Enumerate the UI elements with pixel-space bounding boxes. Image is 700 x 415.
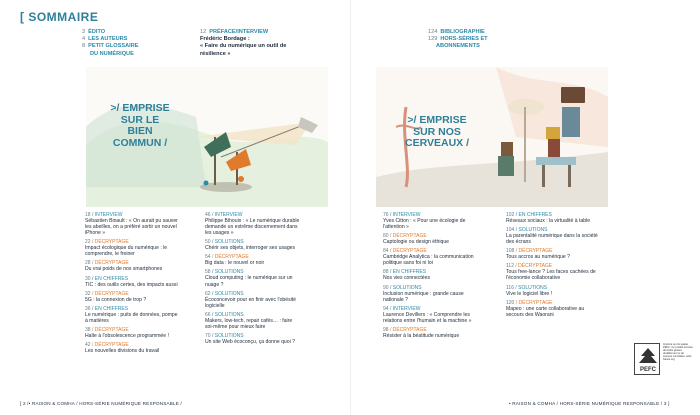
toc-page-number: 36	[85, 305, 92, 312]
toc-entry[interactable]	[205, 212, 301, 236]
toc-section-tag: / SOLUTIONS	[515, 284, 548, 291]
section-title-brains: >/ EMPRISE SUR NOS CERVEAUX /	[405, 114, 469, 149]
toc-entry[interactable]	[506, 248, 598, 260]
toc-label[interactable]: LES AUTEURS	[88, 36, 128, 43]
toc-entry[interactable]	[205, 269, 301, 287]
toc-entry[interactable]	[383, 233, 477, 245]
toc-label-continued: ABONNEMENTS	[436, 43, 480, 50]
toc-section-tag: / DÉCRYPTAGE	[91, 342, 129, 349]
toc-entry-title: Impact écologique du numérique : le comprendre, le freiner	[85, 245, 168, 258]
top-toc-col-2	[200, 29, 290, 58]
toc-entry-title: Cloud computing : le numérique sur un nuage ?	[205, 275, 293, 288]
toc-page-number: 80	[383, 233, 390, 240]
toc-label[interactable]: PETIT GLOSSAIRE	[88, 43, 139, 50]
toc-section-tag: / DÉCRYPTAGE	[389, 233, 427, 240]
toc-page-number: 12	[200, 29, 207, 35]
toc-section-tag: / SOLUTIONS	[211, 290, 244, 297]
toc-column-3	[383, 212, 477, 342]
toc-entry[interactable]	[383, 327, 477, 339]
toc-entry-title: Le numérique : puits de données, pompe à matières	[85, 311, 178, 324]
toc-entry[interactable]	[85, 327, 181, 339]
toc-page-number: 120	[506, 299, 516, 306]
toc-page-number: 112	[506, 263, 516, 270]
toc-page-number: 30	[85, 275, 92, 282]
toc-section-tag: / DÉCRYPTAGE	[91, 290, 129, 297]
top-toc-item[interactable]	[82, 36, 162, 43]
toc-section-tag: / DÉCRYPTAGE	[91, 260, 129, 267]
toc-entry[interactable]	[506, 300, 598, 318]
toc-entry[interactable]	[383, 269, 477, 281]
page-gutter	[350, 0, 351, 415]
toc-section-tag: / DÉCRYPTAGE	[515, 299, 553, 306]
toc-section-tag: / INTERVIEW	[211, 212, 243, 218]
toc-section-tag: / DÉCRYPTAGE	[91, 326, 129, 333]
page-title: [ SOMMAIRE	[20, 10, 99, 24]
toc-author: Frédéric Bordage :	[200, 36, 250, 43]
toc-section-tag: / DÉCRYPTAGE	[515, 248, 553, 255]
toc-entry-title: La parentalité numérique dans la société des écrans	[506, 233, 598, 246]
toc-entry[interactable]	[205, 254, 301, 266]
toc-text: « Faire du numérique un outil de résilience »	[200, 43, 287, 57]
toc-section-tag: / DÉCRYPTAGE	[389, 248, 427, 255]
toc-entry-title: Cambridge Analytica : la communication politique sans foi ni loi	[383, 254, 474, 267]
toc-section-tag: / EN CHIFFRES	[515, 212, 552, 218]
toc-label[interactable]: ÉDITO	[88, 29, 106, 35]
toc-entry[interactable]	[506, 263, 598, 281]
toc-entry[interactable]	[85, 291, 181, 303]
toc-page-number: 46	[205, 212, 212, 218]
toc-entry-title: Captologie ou design éthique	[383, 239, 449, 246]
toc-entry-title: Du vrai poids de nos smartphones	[85, 266, 163, 273]
toc-page-number: 4	[82, 36, 86, 43]
toc-section-tag: / SOLUTIONS	[211, 333, 244, 340]
toc-entry-title: TIC : des outils certes, des impacts aussi	[85, 281, 178, 288]
toc-page-number: 98	[383, 326, 390, 333]
toc-column-1	[85, 212, 181, 357]
toc-entry[interactable]	[205, 239, 301, 251]
toc-entry[interactable]	[506, 285, 598, 297]
top-toc-item[interactable]	[82, 29, 162, 36]
toc-label[interactable]: PRÉFACE/INTERVIEW	[209, 29, 269, 35]
top-toc-col-3	[428, 29, 518, 51]
toc-entry-title: Halte à l'obsolescence programmée !	[85, 332, 169, 339]
toc-page-number: 104	[506, 227, 516, 234]
footer-left: [ 2 /• RAISON & COMHA / HORS-SÉRIE NUMÉRIQUE RESPONSABLE /	[20, 401, 183, 406]
pefc-logo	[634, 343, 660, 375]
top-toc-col-1	[82, 29, 162, 58]
toc-page-number: 90	[383, 284, 390, 291]
toc-entry-title: Tous free-lance ? Les faces cachées de l'économie collaborative	[506, 269, 596, 282]
pefc-notice: Imprimé sur du papier PEFC. Ce produit est issu de forêts gérées durablement et de sources contrôlées. pefc-france.org	[663, 343, 693, 361]
toc-entry-title: 5G : la connexion de trop ?	[85, 296, 147, 303]
toc-page-number: 76	[383, 212, 390, 218]
toc-entry-title: Résister à la béatitude numérique	[383, 332, 460, 339]
toc-page-number: 32	[85, 290, 92, 297]
toc-entry[interactable]	[85, 239, 181, 257]
toc-entry[interactable]	[85, 212, 181, 236]
toc-entry[interactable]	[506, 227, 598, 245]
toc-page-number: 108	[506, 248, 516, 255]
toc-page-number: 28	[85, 260, 92, 267]
toc-entry-title: Mapeo : une carte collaborative au secours des Waorani	[506, 305, 585, 318]
toc-section-tag: / EN CHIFFRES	[91, 305, 129, 312]
toc-column-4	[506, 212, 598, 321]
toc-entry-title: Sébastien Binault : « On aurait pu sauver les abeilles, on a préféré sortir un nouvel iPhone »	[85, 218, 178, 237]
toc-section-tag: / SOLUTIONS	[211, 311, 244, 318]
toc-entry[interactable]	[383, 248, 477, 266]
toc-page-number: 102	[506, 212, 516, 218]
toc-page-number: 18	[85, 212, 92, 218]
toc-entry-title: Un site Web écoconçu, ça donne quoi ?	[205, 339, 295, 346]
toc-section-tag: / SOLUTIONS	[515, 227, 548, 234]
toc-section-tag: / DÉCRYPTAGE	[515, 263, 553, 270]
toc-entry-title: Inclusion numérique : grande cause nationale ?	[383, 290, 464, 303]
toc-page-number: 129	[428, 36, 438, 43]
toc-column-2	[205, 212, 301, 348]
toc-entry[interactable]	[383, 212, 477, 230]
toc-page-number: 22	[85, 239, 92, 246]
toc-page-number: 54	[205, 254, 212, 261]
toc-entry[interactable]	[383, 285, 477, 303]
toc-entry-title: Nos vies connectées	[383, 275, 431, 282]
toc-page-number: 58	[205, 269, 212, 276]
toc-page-number: 42	[85, 342, 92, 349]
toc-entry-title: Yves Citton : « Pour une écologie de l'attention »	[383, 218, 466, 231]
toc-entry[interactable]	[205, 291, 301, 309]
toc-entry-title: Big data : le nouvel or noir	[205, 260, 265, 267]
toc-section-tag: / INTERVIEW	[91, 212, 123, 218]
toc-entry-title: Chérir ses objets, interroger ses usages	[205, 245, 296, 252]
toc-section-tag: / INTERVIEW	[389, 305, 421, 312]
toc-entry-title: Tous accros au numérique ?	[506, 254, 570, 261]
pefc-label: PEFC	[639, 367, 657, 373]
toc-entry[interactable]	[85, 276, 181, 288]
toc-label[interactable]: BIBLIOGRAPHIE	[440, 29, 485, 35]
toc-page-number: 3	[82, 29, 86, 35]
toc-section-tag: / DÉCRYPTAGE	[211, 254, 249, 261]
toc-section-tag: / SOLUTIONS	[389, 284, 422, 291]
toc-label[interactable]: HORS-SÉRIES ET	[440, 36, 488, 43]
toc-section-tag: / SOLUTIONS	[211, 269, 244, 276]
toc-entry[interactable]	[205, 333, 301, 345]
toc-page-number: 84	[383, 248, 390, 255]
toc-entry-title: Les nouvelles divisions du travail	[85, 348, 160, 355]
top-toc-item[interactable]	[82, 43, 162, 50]
toc-page-number: 66	[205, 311, 212, 318]
toc-page-number: 50	[205, 239, 212, 246]
footer-right: • RAISON & COMHA / HORS-SÉRIE NUMÉRIQUE RESPONSABLE / 3 ]	[509, 401, 670, 406]
top-toc-item[interactable]	[428, 36, 518, 43]
toc-entry[interactable]	[85, 306, 181, 324]
toc-entry[interactable]	[506, 212, 598, 224]
toc-entry-title: Makers, low-tech, repair cafés… : faire soi-même pour mieux faire	[205, 317, 293, 330]
toc-page-number: 124	[428, 29, 438, 35]
toc-section-tag: / DÉCRYPTAGE	[389, 326, 427, 333]
toc-page-number: 116	[506, 284, 516, 291]
toc-section-tag: / EN CHIFFRES	[389, 269, 427, 276]
toc-entry-title: Réseaux sociaux : la virtualité à table	[506, 218, 591, 224]
toc-page-number: 94	[383, 305, 390, 312]
toc-page-number: 88	[383, 269, 390, 276]
toc-section-tag: / INTERVIEW	[389, 212, 421, 218]
toc-label-continued: DU NUMÉRIQUE	[90, 50, 134, 57]
toc-section-tag: / EN CHIFFRES	[91, 275, 129, 282]
toc-entry[interactable]	[85, 260, 181, 272]
toc-entry[interactable]	[383, 306, 477, 324]
toc-entry[interactable]	[205, 312, 301, 330]
toc-entry-title: Laurence Devillers : « Comprendre les relations entre l'humain et la machine »	[383, 311, 472, 324]
toc-page-number: 62	[205, 290, 212, 297]
toc-entry-title: Écoconcevoir pour en finir avec l'obésité logicielle	[205, 296, 297, 309]
section-title-common-good: >/ EMPRISE SUR LE BIEN COMMUN /	[110, 102, 170, 149]
toc-page-number: 70	[205, 333, 212, 340]
toc-entry[interactable]	[85, 342, 181, 354]
toc-entry-title: Vive le logiciel libre !	[506, 290, 553, 297]
toc-entry-title: Philippe Bihouix : « Le numérique durable demande un extrême discernement dans les usages »	[205, 218, 300, 237]
toc-page-number: 8	[82, 43, 86, 50]
toc-section-tag: / DÉCRYPTAGE	[91, 239, 129, 246]
toc-section-tag: / SOLUTIONS	[211, 239, 244, 246]
toc-page-number: 38	[85, 326, 92, 333]
